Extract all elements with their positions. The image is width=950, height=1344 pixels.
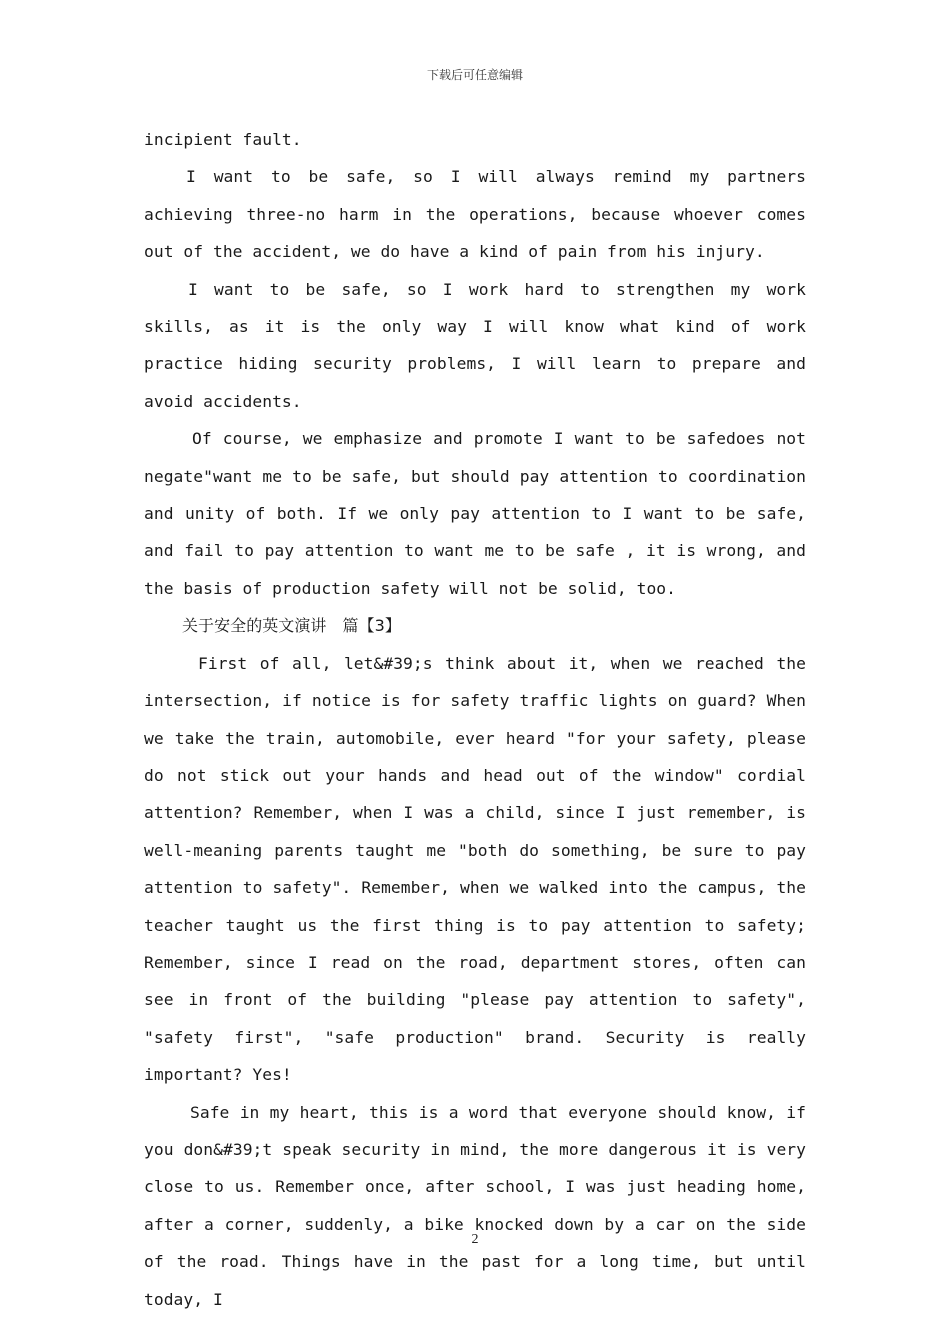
document-body: [144, 121, 806, 1318]
paragraph-work-skills: I want to be safe, so I work hard to strengthen my work skills, as it is the only way I will know what kind of work practice hiding security problems, I will learn to prepare and avoid accidents.: [144, 279, 806, 411]
section-heading: 关于安全的英文演讲 篇【3】: [182, 616, 401, 636]
paragraph-coordination: Of course, we emphasize and promote I want to be safedoes not negate"want me to be safe, but should pay attention to coordination and unity of both. If we only pay attention to I want to be safe, and fail to pay attention to want me to be safe , it is wrong, and the basis of production safety will not be solid, too.: [144, 429, 806, 598]
paragraph-safe-in-heart: Safe in my heart, this is a word that everyone should know, if you don&#39;t speak security in mind, the more dangerous it is very close to us. Remember once, after school, I was just heading home, after a corner, suddenly, a bike knocked down by a car on the side of the road. Things have in the past for a long time, but until today, I: [144, 1102, 806, 1309]
paragraph-partners: I want to be safe, so I will always remind my partners achieving three-no harm in the operations, because whoever comes out of the accident, we do have a kind of pain from his injury.: [144, 167, 806, 262]
paragraph-first-of-all: First of all, let&#39;s think about it, when we reached the intersection, if notice is for safety traffic lights on guard? When we take the train, automobile, ever heard "for your safety, please do not stick out your hands and head out of the window" cordial attention? Remember, when I was a child, since I just remember, is well-meaning parents taught me "both do something, be sure to pay attention to safety". Remember, when we walked into the campus, the teacher taught us the first thing is to pay attention to safety; Remember, since I read on the road, department stores, often can see in front of the building "please pay attention to safety", "safety first", "safe production" brand. Security is really important? Yes!: [144, 653, 806, 1085]
page-number: 2: [471, 1232, 479, 1247]
page-header: 下载后可任意编辑: [426, 68, 523, 82]
paragraph-continuation: incipient fault.: [144, 130, 302, 149]
